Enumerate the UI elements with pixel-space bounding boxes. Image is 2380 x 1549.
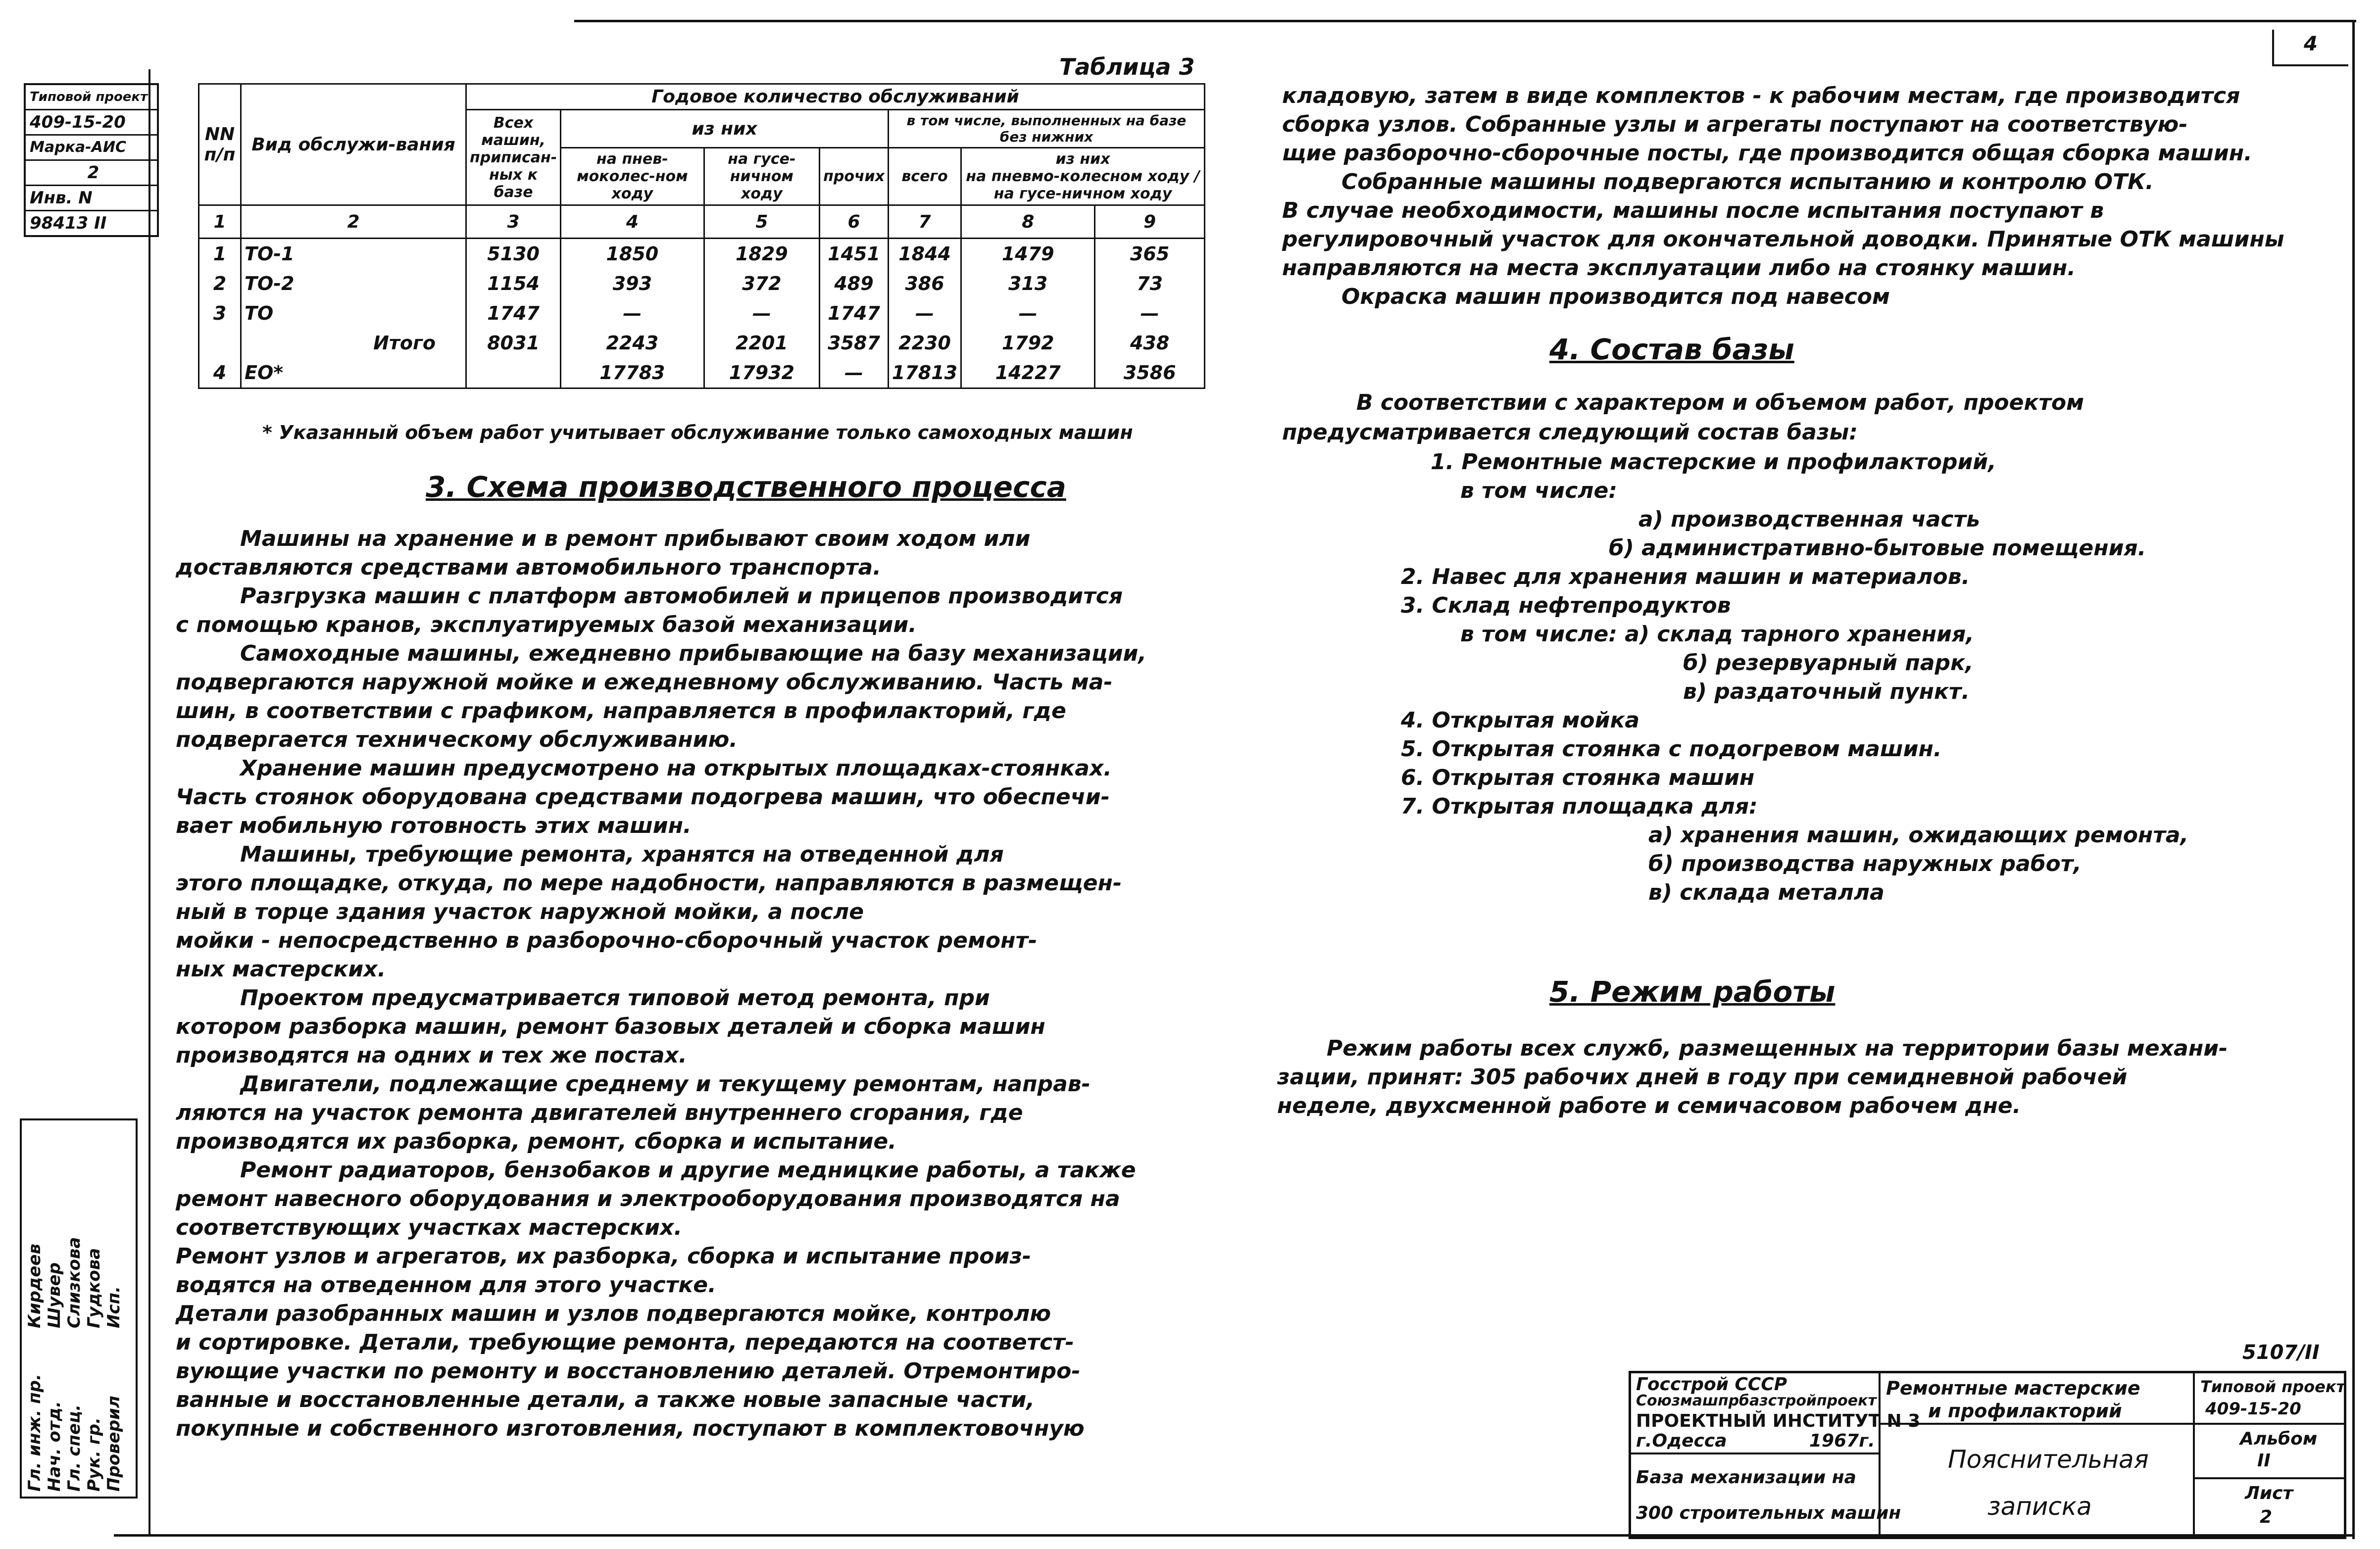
col-number: 2: [241, 205, 466, 239]
stamp-top-line: 98413 II: [30, 213, 107, 233]
tb-divider: [2193, 1373, 2195, 1537]
section3-line: Двигатели, подлежащие среднему и текущему ремонтам, направ-: [240, 1071, 1091, 1097]
tb-divider: [2193, 1477, 2344, 1479]
cell: 1792: [961, 328, 1095, 358]
section3-line: Часть стоянок оборудована средствами подогрева машин, что обеспечи-: [176, 784, 1110, 810]
right-border: [2352, 20, 2355, 1539]
right-top-line: сборка узлов. Собранные узлы и агрегаты поступают на соответствую-: [1282, 112, 2188, 137]
section3-line: Разгрузка машин с платформ автомобилей и прицепов производится: [240, 583, 1123, 609]
cell: 438: [1095, 328, 1205, 358]
section3-line: ляются на участок ремонта двигателей внутреннего сгорания, где: [176, 1100, 1023, 1125]
col-header-tom-chisle: в том числе, выполненных на базе без нижних: [888, 110, 1204, 148]
cell: —: [888, 298, 961, 328]
right-top-line: щие разборочно-сборочные посты, где производится общая сборка машин.: [1282, 141, 2252, 166]
cell: 313: [961, 269, 1095, 298]
table-footnote: * Указанный объем работ учитывает обслуживание только самоходных машин: [262, 422, 1133, 443]
section4-item: в) раздаточный пункт.: [1683, 679, 1970, 704]
section4-item: 5. Открытая стоянка с подогревом машин.: [1401, 736, 1942, 762]
col-number: 4: [561, 205, 704, 239]
cell-n: 1: [199, 239, 241, 269]
col-header-vsego2: всего: [888, 148, 961, 205]
tb-sheet-label: Лист: [2245, 1483, 2293, 1503]
cell: 17783: [561, 358, 704, 388]
section3-line: производятся их разборка, ремонт, сборка и испытание.: [176, 1129, 896, 1154]
section4-item: в том числе: а) склад тарного хранения,: [1460, 622, 1974, 647]
stamp-top-line: Марка-АИС: [26, 136, 157, 161]
col-header-pnevmo: на пнев-моколес-ном ходу: [561, 148, 704, 205]
cell: 1479: [961, 239, 1095, 269]
tb-divider: [2193, 1423, 2344, 1425]
tb-org2: Союзмашпрбазстройпроект: [1636, 1392, 1877, 1409]
section4-items: [1401, 448, 2341, 907]
col-number: 7: [888, 205, 961, 239]
cell-n: 4: [199, 358, 241, 388]
tb-divider: [1631, 1452, 1879, 1454]
cell: 1844: [888, 239, 961, 269]
cell: 393: [561, 269, 704, 298]
cell: 2230: [888, 328, 961, 358]
section4-item: а) производственная часть: [1638, 507, 1980, 532]
section3-line: ремонт навесного оборудования и электрооборудования производятся на: [176, 1186, 1120, 1211]
section4-item: б) административно-бытовые помещения.: [1609, 535, 2146, 561]
section4-item: б) производства наружных работ,: [1648, 851, 2082, 876]
cell-vid: ТО-1: [241, 239, 466, 269]
section3-line: вующие участки по ремонту и восстановлению деталей. Отремонтиро-: [176, 1358, 1081, 1384]
section3-line: ный в торце здания участок наружной мойки, а после: [176, 899, 864, 924]
tb-org3: ПРОЕКТНЫЙ ИНСТИТУТ N 3: [1636, 1411, 1921, 1431]
tb-album-label: Альбом: [2240, 1429, 2318, 1449]
stamp-top-line: 2: [26, 161, 157, 186]
corner-mark: 4: [2304, 33, 2318, 55]
col-header-iz-nih: из них: [561, 110, 889, 148]
right-top-line: Собранные машины подвергаются испытанию и контролю ОТК.: [1341, 169, 2154, 194]
cell-n: 3: [199, 298, 241, 328]
cell: [466, 358, 561, 388]
cell: 386: [888, 269, 961, 298]
section4-item: 6. Открытая стоянка машин: [1401, 765, 1755, 790]
cell: 489: [820, 269, 889, 298]
section4-item: а) хранения машин, ожидающих ремонта,: [1648, 823, 2189, 848]
stamp-top: [24, 83, 159, 237]
table-row-total: [199, 328, 1205, 358]
cell: —: [961, 298, 1095, 328]
top-border: [574, 20, 2356, 22]
left-border: [149, 69, 150, 1534]
right-top-line: кладовую, затем в виде комплектов - к рабочим местам, где производится: [1282, 83, 2240, 108]
section3-line: Машины, требующие ремонта, хранятся на отведенной для: [240, 842, 1004, 867]
section3-line: покупные и собственного изготовления, поступают в комплектовочную: [176, 1416, 1085, 1441]
table-row: [199, 358, 1205, 388]
tb-object1: База механизации на: [1636, 1467, 1856, 1488]
stamp-left-role: Нач. отд.: [45, 1401, 64, 1492]
section3-line: котором разборка машин, ремонт базовых деталей и сборка машин: [176, 1014, 1045, 1039]
cell-vid: ТО: [241, 298, 466, 328]
col-number: 9: [1095, 205, 1205, 239]
section4-item: в) склада металла: [1648, 880, 1884, 905]
col-number: 8: [961, 205, 1095, 239]
section4-heading: 4. Состав базы: [1549, 333, 1794, 366]
section4-item: 1. Ремонтные мастерские и профилакторий,: [1431, 449, 1996, 475]
title-block: [1629, 1371, 2346, 1539]
cell: 365: [1095, 239, 1205, 269]
corner-box: [2272, 30, 2348, 66]
section4-item: 3. Склад нефтепродуктов: [1401, 593, 1731, 618]
section4-intro2: предусматривается следующий состав базы:: [1282, 420, 1858, 445]
cell: 8031: [466, 328, 561, 358]
cell: —: [561, 298, 704, 328]
tb-building2: и профилакторий: [1928, 1400, 2122, 1422]
cell: 1829: [704, 239, 820, 269]
stamp-left-role: Гл. инж. пр.: [25, 1374, 45, 1492]
cell: 1747: [820, 298, 889, 328]
stamp-left-role: Гл. спец.: [64, 1404, 84, 1492]
section3-line: Машины на хранение и в ремонт прибывают своим ходом или: [240, 526, 1031, 551]
cell: —: [820, 358, 889, 388]
stamp-left-name: Кирдеев: [25, 1243, 45, 1328]
section3-line: вает мобильную готовность этих машин.: [176, 813, 692, 838]
section3-line: производятся на одних и тех же постах.: [176, 1043, 687, 1068]
cell: 2201: [704, 328, 820, 358]
section3-heading: 3. Схема производственного процесса: [426, 470, 1066, 504]
cell-n: [199, 328, 241, 358]
cell-vid: ТО-2: [241, 269, 466, 298]
section3-line: подвергаются наружной мойке и ежедневному обслуживанию. Часть ма-: [176, 670, 1113, 695]
section4-item: 7. Открытая площадка для:: [1401, 794, 1758, 819]
cell: 73: [1095, 269, 1205, 298]
cell: 3587: [820, 328, 889, 358]
table-row: [199, 239, 1205, 269]
cell: —: [704, 298, 820, 328]
section3-line: с помощью кранов, эксплуатируемых базой механизации.: [176, 612, 917, 637]
right-top-body: [1282, 82, 2322, 311]
cell-vid: Итого: [241, 328, 466, 358]
section3-line: Проектом предусматривается типовой метод ремонта, при: [240, 985, 990, 1011]
section5-heading: 5. Режим работы: [1549, 975, 1835, 1009]
section3-line: водятся на отведенном для этого участке.: [176, 1272, 716, 1298]
cell: 1850: [561, 239, 704, 269]
cell: 17932: [704, 358, 820, 388]
section3-line: мойки - непосредственно в разборочно-сборочный участок ремонт-: [176, 928, 1038, 953]
cell: 372: [704, 269, 820, 298]
section3-line: и сортировке. Детали, требующие ремонта, передаются на соответст-: [176, 1330, 1074, 1355]
table-3: [198, 83, 1205, 389]
col-header-iz-nih2: из них: [1055, 150, 1110, 168]
section3-line: шин, в соответствии с графиком, направляется в профилакторий, где: [176, 698, 1066, 724]
section3-line: ванные и восстановленные детали, а также новые запасные части,: [176, 1387, 1035, 1412]
cell-n: 2: [199, 269, 241, 298]
stamp-left-name: Слизкова: [64, 1237, 84, 1328]
col-header-pnevmo2: на пневмо-колесном ходу: [966, 168, 1190, 185]
col-header-pnevmo2-gusen2: из них на пневмо-колесном ходу / на гусе-ничном ходу: [961, 148, 1205, 205]
col-header-main: Годовое количество обслуживаний: [466, 84, 1205, 110]
right-top-line: направляются на места эксплуатации либо на стоянку машин.: [1282, 255, 2076, 281]
col-header-vsego: Всех машин, приписан-ных к базе: [466, 110, 561, 205]
right-top-line: В случае необходимости, машины после испытания поступают в: [1282, 198, 2104, 223]
table-title: Таблица 3: [1059, 53, 1195, 80]
cell: 1747: [466, 298, 561, 328]
right-top-line: регулировочный участок для окончательной доводки. Принятые ОТК машины: [1282, 227, 2284, 252]
stamp-top-line: Инв. N: [26, 186, 157, 211]
section5-line: Режим работы всех служб, размещенных на территории базы механи-: [1327, 1036, 2228, 1061]
section4-item: в том числе:: [1460, 478, 1617, 503]
cell: —: [1095, 298, 1205, 328]
tb-object2: 300 строительных машин: [1636, 1503, 1901, 1523]
section4-intro1: В соответствии с характером и объемом работ, проектом: [1356, 390, 2084, 415]
right-top-line: Окраска машин производится под навесом: [1341, 284, 1890, 309]
section3-line: этого площадке, откуда, по мере надобности, направляются в размещен-: [176, 871, 1122, 896]
tb-sheet-num: 2: [2260, 1507, 2273, 1527]
section3-body: [176, 525, 1205, 1443]
tb-proj-label: Типовой проект: [2200, 1377, 2346, 1396]
section5-body: [1277, 1034, 2341, 1120]
cell: 14227: [961, 358, 1095, 388]
section4-item: 4. Открытая мойка: [1401, 708, 1640, 733]
tb-proj-num: 409-15-20: [2205, 1399, 2301, 1419]
section4-item: б) резервуарный парк,: [1683, 650, 1974, 676]
section5-line: зации, принят: 305 рабочих дней в году при семидневной рабочей: [1277, 1065, 2128, 1090]
col-number: 5: [704, 205, 820, 239]
section3-line: Самоходные машины, ежедневно прибывающие на базу механизации,: [240, 641, 1147, 666]
cell: 2243: [561, 328, 704, 358]
section3-line: Ремонт узлов и агрегатов, их разборка, сборка и испытание произ-: [176, 1244, 1032, 1269]
section3-line: доставляются средствами автомобильного транспорта.: [176, 555, 881, 580]
stamp-left-name: Гудкова: [84, 1248, 104, 1328]
stamp-left-name: Исп.: [104, 1286, 124, 1328]
cell: 1451: [820, 239, 889, 269]
sheet-code: 5107/II: [2242, 1341, 2320, 1364]
section3-line: Детали разобранных машин и узлов подвергаются мойке, контролю: [176, 1301, 1051, 1326]
table-row: [199, 269, 1205, 298]
cell: 17813: [888, 358, 961, 388]
section3-line: ных мастерских.: [176, 957, 386, 982]
section5-line: неделе, двухсменной работе и семичасовом рабочем дне.: [1277, 1093, 2021, 1118]
tb-doc2: записка: [1987, 1492, 2092, 1521]
stamp-left-name: Шувер: [45, 1262, 64, 1328]
col-header-gusen: на гусе-ничном ходу: [704, 148, 820, 205]
stamp-left-role: Рук. гр.: [84, 1417, 104, 1492]
section3-line: подвергается техническому обслуживанию.: [176, 727, 738, 752]
cell: 3586: [1095, 358, 1205, 388]
stamp-top-line: Типовой проект: [26, 85, 157, 110]
stamp-top-line: 409-15-20: [26, 110, 157, 136]
col-number: 6: [820, 205, 889, 239]
cell: 1154: [466, 269, 561, 298]
section3-line: Хранение машин предусмотрено на открытых площадках-стоянках.: [240, 756, 1112, 781]
section3-line: Ремонт радиаторов, бензобаков и другие медницкие работы, а также: [240, 1158, 1136, 1183]
col-number: 1: [199, 205, 241, 239]
col-header-nn: NN п/п: [199, 84, 241, 205]
section3-line: соответствующих участках мастерских.: [176, 1215, 683, 1240]
tb-year: 1967г.: [1809, 1431, 1875, 1451]
section4-item: 2. Навес для хранения машин и материалов.: [1401, 564, 1970, 589]
tb-city: г.Одесса: [1636, 1431, 1727, 1451]
col-header-pricep: прочих: [820, 148, 889, 205]
table-row: [199, 298, 1205, 328]
tb-album-num: II: [2257, 1451, 2271, 1471]
col-header-gusen2: на гусе-ничном ходу: [993, 185, 1172, 202]
tb-org1: Госстрой СССР: [1636, 1374, 1787, 1395]
col-number: 3: [466, 205, 561, 239]
tb-doc1: Пояснительная: [1948, 1445, 2149, 1474]
cell: 5130: [466, 239, 561, 269]
cell-vid: ЕО*: [241, 358, 466, 388]
tb-building1: Ремонтные мастерские: [1886, 1377, 2140, 1399]
stamp-left: [20, 1118, 138, 1499]
col-header-vid: Вид обслужи-вания: [241, 84, 466, 205]
tb-divider: [1879, 1423, 2193, 1425]
stamp-left-role: Проверил: [104, 1396, 124, 1492]
